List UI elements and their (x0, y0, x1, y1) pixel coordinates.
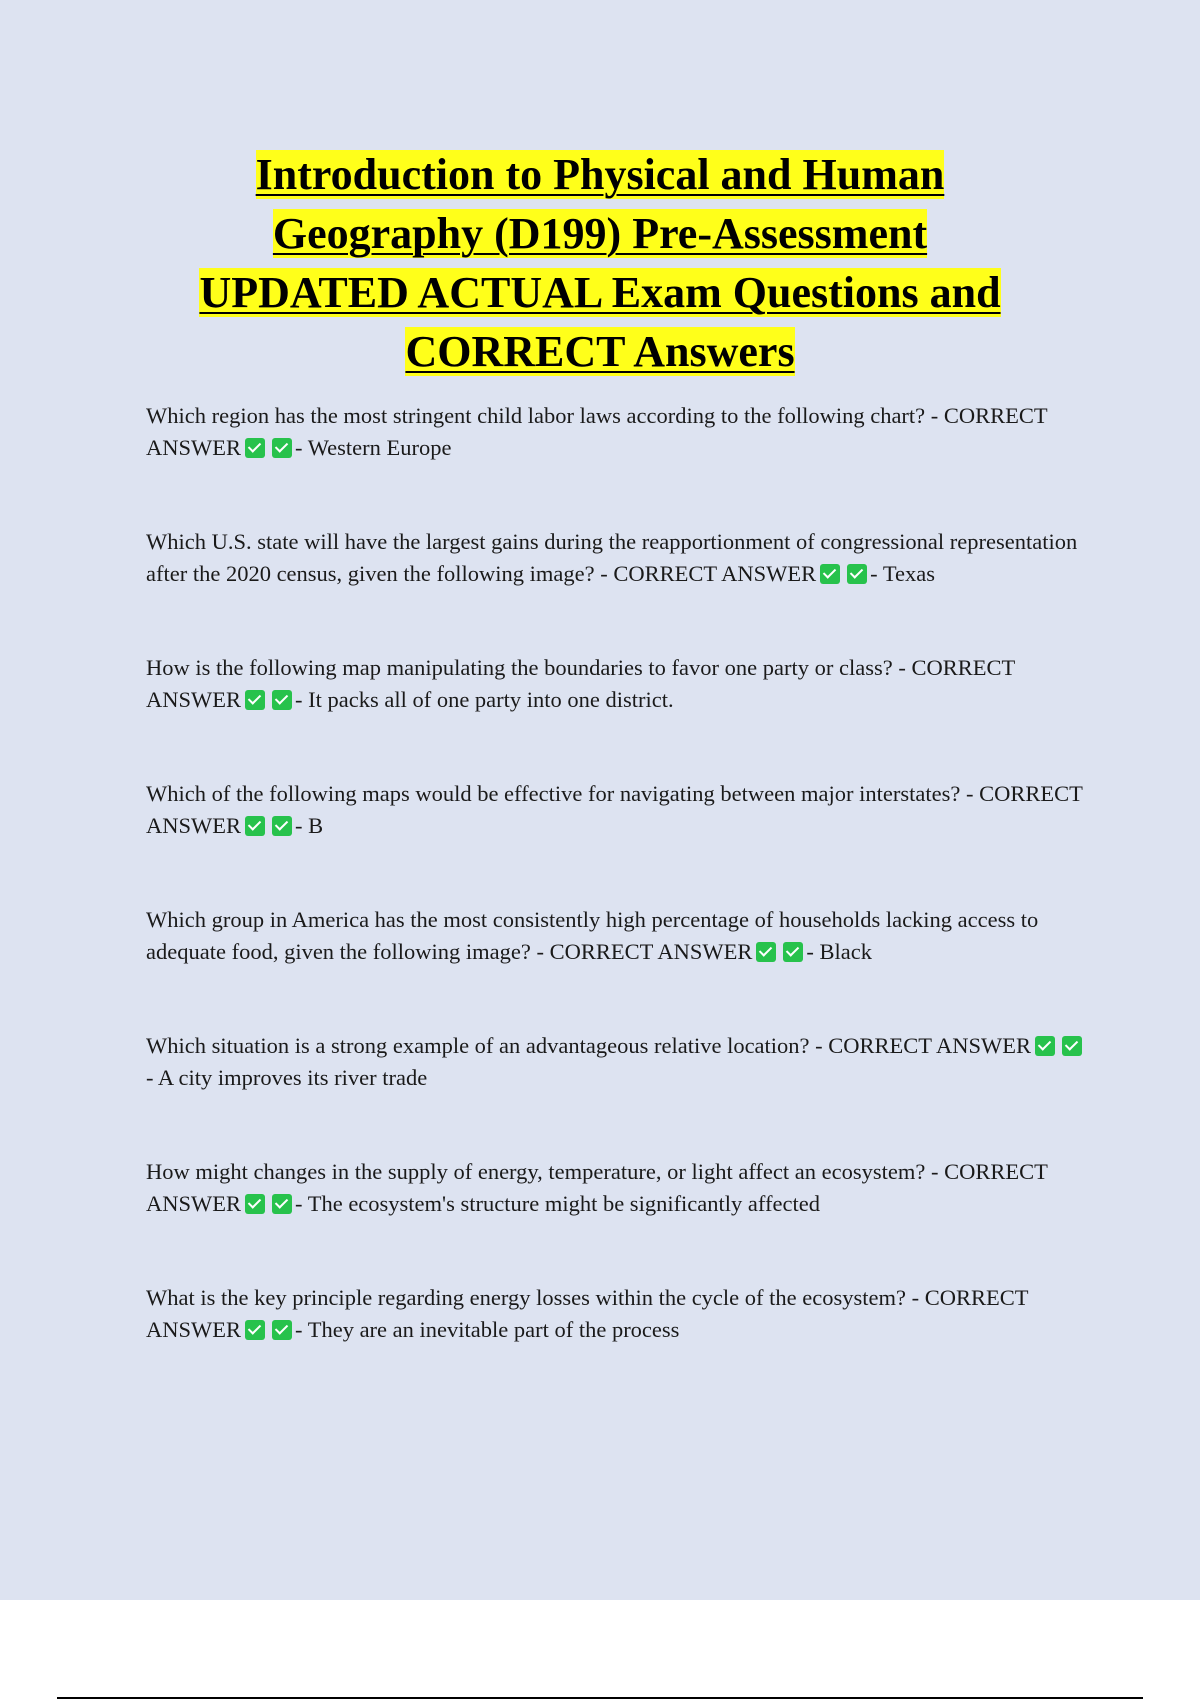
question-text: Which region has the most stringent child labor laws according to the following chart? - (146, 403, 939, 428)
footer-divider (57, 1697, 1143, 1699)
answer-text: - A city improves its river trade (146, 1065, 428, 1090)
title-line: UPDATED ACTUAL Exam Questions and (199, 268, 1001, 317)
title-line: CORRECT Answers (405, 327, 795, 376)
check-icon (245, 1320, 265, 1340)
question-text: How is the following map manipulating the boundaries to favor one party or class? - (146, 655, 906, 680)
answer-text: - They are an inevitable part of the process (295, 1317, 680, 1342)
check-icon (820, 564, 840, 584)
qa-item (146, 652, 1086, 716)
question-text: Which U.S. state will have the largest gains during the reapportionment of congressional representation after the 2020 census, given the following image? - (146, 529, 1078, 586)
correct-answer-label: CORRECT ANSWER (146, 1159, 1048, 1216)
correct-answer-label: CORRECT ANSWER (549, 939, 753, 964)
correct-answer-label: CORRECT ANSWER (146, 781, 1083, 838)
title-line: Geography (D199) Pre-Assessment (272, 209, 928, 258)
qa-item (146, 904, 1086, 968)
check-icon (847, 564, 867, 584)
check-icon (272, 816, 292, 836)
check-icon (245, 438, 265, 458)
qa-item (146, 1156, 1086, 1220)
question-text: Which group in America has the most consistently high percentage of households lacking access to adequate food, given the following image? - (146, 907, 1039, 964)
qa-item (146, 1282, 1086, 1346)
answer-text: - It packs all of one party into one district. (295, 687, 674, 712)
qa-item (146, 526, 1086, 590)
check-icon (245, 690, 265, 710)
check-icon (1062, 1036, 1082, 1056)
answer-text: - B (295, 813, 324, 838)
title-line: Introduction to Physical and Human (255, 150, 945, 199)
question-text: How might changes in the supply of energy, temperature, or light affect an ecosystem? - (146, 1159, 939, 1184)
check-icon (245, 1194, 265, 1214)
check-icon (756, 942, 776, 962)
qa-list (146, 400, 1086, 1346)
check-icon (272, 1194, 292, 1214)
question-text: Which of the following maps would be effective for navigating between major interstates? - (146, 781, 974, 806)
check-icon (245, 816, 265, 836)
answer-text: - Western Europe (295, 435, 452, 460)
check-icon (272, 1320, 292, 1340)
document-title (100, 145, 1100, 381)
question-text: Which situation is a strong example of an advantageous relative location? - (146, 1033, 823, 1058)
correct-answer-label: CORRECT ANSWER (828, 1033, 1032, 1058)
check-icon (272, 438, 292, 458)
check-icon (783, 942, 803, 962)
check-icon (1035, 1036, 1055, 1056)
correct-answer-label: CORRECT ANSWER (146, 655, 1015, 712)
qa-item (146, 778, 1086, 842)
correct-answer-label: CORRECT ANSWER (146, 1285, 1029, 1342)
qa-item (146, 400, 1086, 464)
answer-text: - Texas (870, 561, 935, 586)
answer-text: - Black (806, 939, 872, 964)
answer-text: - The ecosystem's structure might be significantly affected (295, 1191, 820, 1216)
check-icon (272, 690, 292, 710)
qa-item (146, 1030, 1086, 1094)
question-text: What is the key principle regarding energy losses within the cycle of the ecosystem? - (146, 1285, 920, 1310)
correct-answer-label: CORRECT ANSWER (613, 561, 817, 586)
correct-answer-label: CORRECT ANSWER (146, 403, 1048, 460)
